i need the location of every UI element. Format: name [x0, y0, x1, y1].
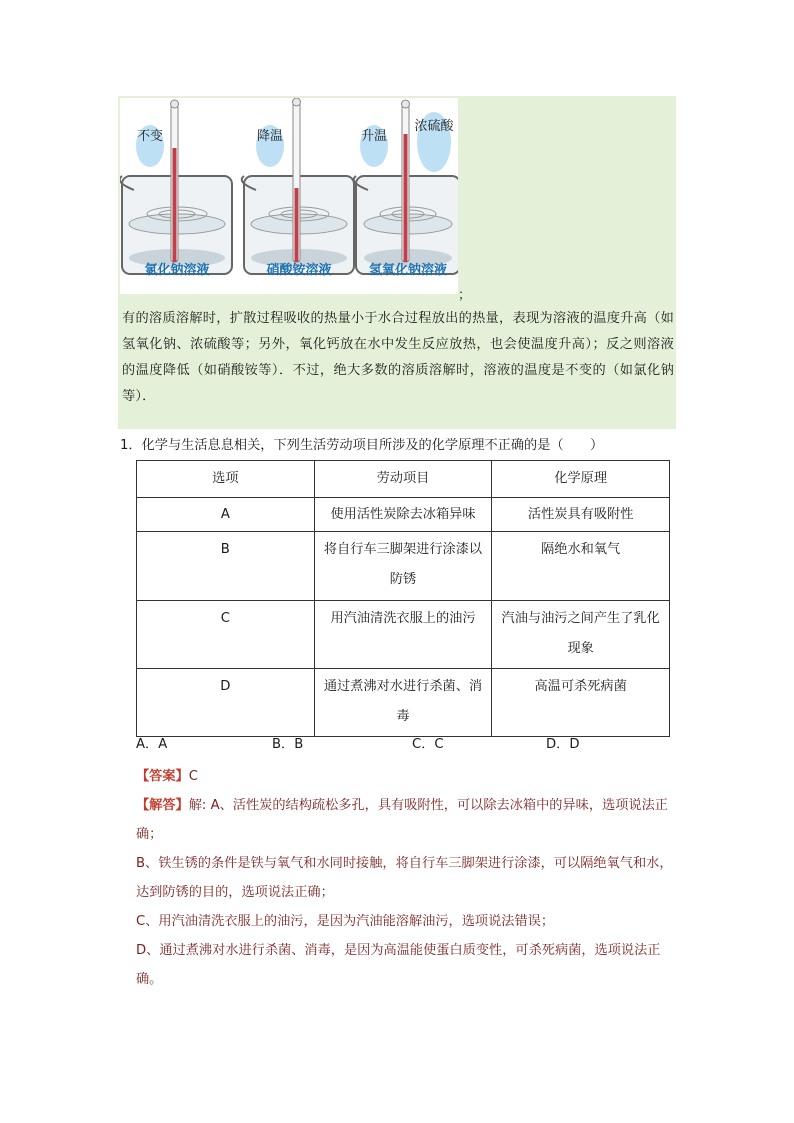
table-header-cell: 选项 — [137, 461, 315, 498]
choice-a: A．A — [136, 737, 168, 752]
solution-text-a: 解: A、活性炭的结构疏松多孔，具有吸附性，可以除去冰箱中的异味，选项说法正确； — [136, 798, 668, 842]
table-header-row — [137, 461, 670, 498]
table-cell: D — [137, 669, 315, 737]
table-cell: C — [137, 601, 315, 669]
solution-line-b: B、铁生锈的条件是铁与氧气和水同时接触，将自行车三脚架进行涂漆，可以隔绝氧气和水，达到防锈的目的，选项说法正确； — [136, 856, 673, 900]
figure-semicolon: ； — [458, 288, 472, 303]
table-row — [137, 532, 670, 601]
bubble-naoh: 升温 — [360, 129, 388, 144]
answer-value: C — [188, 769, 198, 784]
table-row — [137, 601, 670, 669]
bubble-nh4no3: 降温 — [256, 129, 284, 144]
choice-b: B．B — [272, 737, 304, 752]
solution-line-c: C、用汽油清洗衣服上的油污，是因为汽油能溶解油污，选项说法错误； — [136, 914, 555, 929]
table-header-cell: 化学原理 — [492, 461, 670, 498]
table-cell: A — [137, 498, 315, 532]
table-cell: 使用活性炭除去冰箱异味 — [314, 498, 492, 532]
table-header-cell: 劳动项目 — [314, 461, 492, 498]
table-row — [137, 669, 670, 737]
label-nh4no3: 硝酸铵溶液 — [266, 263, 332, 278]
choice-d: D．D — [546, 737, 580, 752]
bubble-h2so4: 浓硫酸 — [414, 119, 454, 134]
beaker-naoh — [354, 100, 458, 274]
question-stem: 1．化学与生活息息相关，下列生活劳动项目所涉及的化学原理不正确的是（ ） — [120, 438, 604, 453]
answer-section — [136, 762, 676, 994]
answer-line — [136, 762, 676, 791]
explanation-text: 有的溶质溶解时，扩散过程吸收的热量小于水合过程放出的热量，表现为溶液的温度升高（如氢氧化钠、浓硫酸等；另外，氧化钙放在水中发生反应放热，也会使温度升高）；反之则溶液的温度降低（如硝酸铵等）．不过，绝大多数的溶质溶解时，溶液的温度是不变的（如氯化钠等）． — [122, 311, 674, 404]
label-naoh: 氢氧化钠溶液 — [368, 263, 448, 278]
dissolution-figure — [120, 98, 458, 294]
label-nacl: 氯化钠溶液 — [144, 263, 210, 278]
table-cell: 高温可杀死病菌 — [492, 669, 670, 737]
beaker-nh4no3 — [242, 98, 354, 274]
table-cell: 用汽油清洗衣服上的油污 — [314, 601, 492, 669]
table-cell: B — [137, 532, 315, 601]
solution-label: 【解答】 — [136, 798, 189, 813]
beaker-nacl — [120, 100, 232, 274]
table-cell: 汽油与油污之间产生了乳化现象 — [492, 601, 670, 669]
choice-c: C．C — [412, 737, 444, 752]
solution-line-a — [136, 791, 676, 849]
table-cell: 通过煮沸对水进行杀菌、消毒 — [314, 669, 492, 737]
table-cell: 隔绝水和氧气 — [492, 532, 670, 601]
options-table — [136, 460, 670, 737]
answer-label: 【答案】 — [136, 769, 189, 784]
table-cell: 将自行车三脚架进行涂漆以防锈 — [314, 532, 492, 601]
table-cell: 活性炭具有吸附性 — [492, 498, 670, 532]
table-row — [137, 498, 670, 532]
solution-line-d: D、通过煮沸对水进行杀菌、消毒，是因为高温能使蛋白质变性，可杀死病菌，选项说法正确。 — [136, 943, 661, 987]
bubble-nacl: 不变 — [136, 129, 164, 144]
